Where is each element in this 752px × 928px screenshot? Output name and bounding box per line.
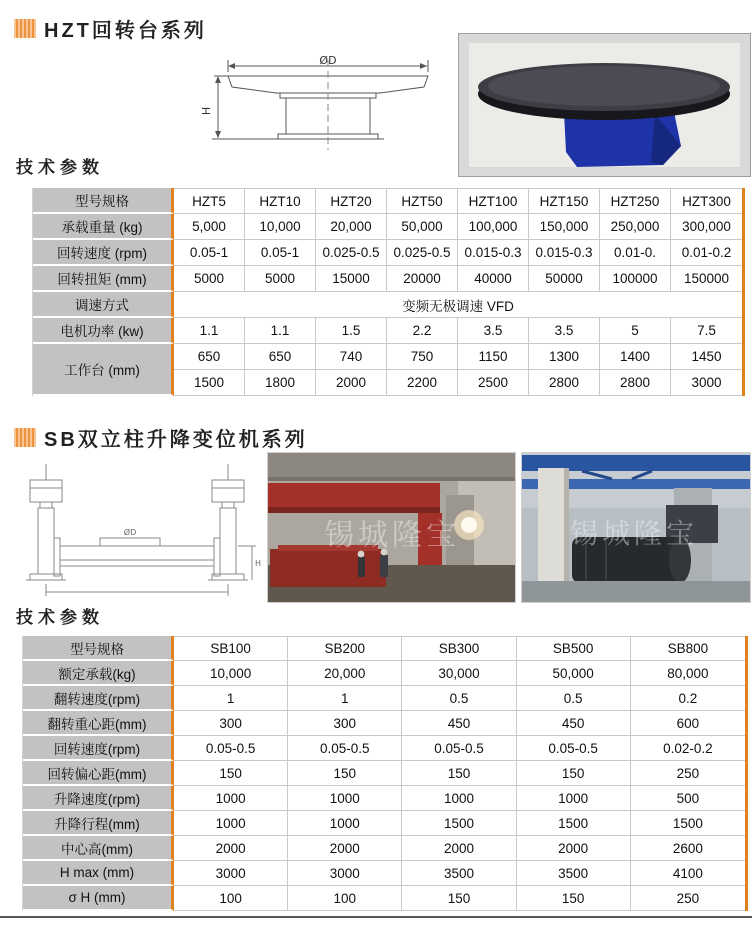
sb-dim-height-label: H — [254, 559, 262, 568]
row-label: 型号规格 — [23, 636, 174, 661]
table-cell: HZT150 — [529, 188, 600, 214]
table-cell: 50,000 — [387, 214, 458, 240]
table-cell: 250 — [631, 761, 745, 786]
section2-title: SB双立柱升降变位机系列 — [44, 429, 308, 451]
table-cell: 2800 — [600, 370, 671, 396]
table-cell: 30,000 — [402, 661, 516, 686]
table-cell: 1.5 — [316, 318, 387, 344]
table-row — [23, 711, 745, 736]
table-cell: 2500 — [458, 370, 529, 396]
table-cell: 0.05-1 — [245, 240, 316, 266]
hzt-product-photo — [458, 33, 751, 177]
table-cell: 80,000 — [631, 661, 745, 686]
row-label: σ H (mm) — [23, 886, 174, 911]
photo-watermark: 锡城隆宝 — [324, 518, 460, 553]
table-cell: 300 — [174, 711, 288, 736]
table-cell: 600 — [631, 711, 745, 736]
table-cell: 3000 — [288, 861, 402, 886]
table-cell: 0.015-0.3 — [529, 240, 600, 266]
dim-height-label: H — [200, 106, 213, 116]
table-cell: 10,000 — [174, 661, 288, 686]
table-cell: 500 — [631, 786, 745, 811]
table-cell: 10,000 — [245, 214, 316, 240]
section2-header — [14, 423, 308, 452]
table-cell: 1150 — [458, 344, 529, 370]
sb-dimension-diagram — [12, 452, 262, 600]
table-cell: 0.05-0.5 — [517, 736, 631, 761]
table-cell: 150,000 — [529, 214, 600, 240]
table-cell: 150 — [402, 761, 516, 786]
table-cell: 0.01-0.2 — [671, 240, 742, 266]
row-label: 承载重量 (kg) — [33, 214, 174, 240]
row-label: 型号规格 — [33, 188, 174, 214]
table-cell: 0.5 — [517, 686, 631, 711]
table-cell: SB200 — [288, 636, 402, 661]
table-cell: 150 — [402, 886, 516, 911]
table-cell: 2800 — [529, 370, 600, 396]
photo-watermark: 锡城隆宝 — [569, 517, 699, 550]
table-cell: HZT10 — [245, 188, 316, 214]
section1-params-heading: 技术参数 — [16, 158, 104, 177]
table-cell: 150 — [517, 761, 631, 786]
table-cell: 0.05-0.5 — [288, 736, 402, 761]
sb-dim-diameter-label: ØD — [123, 528, 137, 537]
table-cell: HZT50 — [387, 188, 458, 214]
table-cell: 100,000 — [458, 214, 529, 240]
table-cell: HZT250 — [600, 188, 671, 214]
table-cell: 1000 — [174, 786, 288, 811]
spec-table — [22, 636, 748, 911]
table-cell: HZT5 — [174, 188, 245, 214]
table-row — [33, 344, 742, 370]
table-cell: SB100 — [174, 636, 288, 661]
table-cell: 1500 — [174, 370, 245, 396]
table-cell: 450 — [402, 711, 516, 736]
red-beam — [268, 483, 440, 510]
table-cell: 0.025-0.5 — [387, 240, 458, 266]
row-label: 升降速度(rpm) — [23, 786, 174, 811]
table-cell: SB300 — [402, 636, 516, 661]
table-row — [33, 188, 742, 214]
table-cell: 650 — [245, 344, 316, 370]
row-label: 回转速度 (rpm) — [33, 240, 174, 266]
table-cell: 2000 — [288, 836, 402, 861]
table-cell: HZT20 — [316, 188, 387, 214]
table-cell: 150000 — [671, 266, 742, 292]
table-cell: 1450 — [671, 344, 742, 370]
table-cell: 1.1 — [174, 318, 245, 344]
sb-factory-photo-2 — [521, 452, 751, 603]
spec-table — [32, 188, 745, 396]
table-cell: 1 — [288, 686, 402, 711]
orange-stripes-icon — [14, 428, 36, 447]
table-cell: 1000 — [288, 786, 402, 811]
row-label: 回转扭矩 (mm) — [33, 266, 174, 292]
table-cell: 3000 — [671, 370, 742, 396]
table-cell: 450 — [517, 711, 631, 736]
table-cell: 2600 — [631, 836, 745, 861]
sb-spec-table — [22, 636, 748, 911]
table-cell: 1500 — [517, 811, 631, 836]
table-row — [23, 636, 745, 661]
section1-header — [14, 14, 207, 43]
table-cell: 250 — [631, 886, 745, 911]
table-cell: 1 — [174, 686, 288, 711]
table-cell: 0.01-0. — [600, 240, 671, 266]
row-label: 回转速度(rpm) — [23, 736, 174, 761]
row-label: 电机功率 (kw) — [33, 318, 174, 344]
table-cell: 0.05-0.5 — [402, 736, 516, 761]
row-label: 翻转速度(rpm) — [23, 686, 174, 711]
table-cell: 150 — [517, 886, 631, 911]
table-row — [23, 661, 745, 686]
table-cell: 100 — [288, 886, 402, 911]
table-cell: 3000 — [174, 861, 288, 886]
page-bottom-rule — [0, 916, 752, 918]
section1-title: HZT回转台系列 — [44, 20, 207, 42]
table-cell: SB500 — [517, 636, 631, 661]
table-cell: 2.2 — [387, 318, 458, 344]
table-cell: 5,000 — [174, 214, 245, 240]
table-row — [23, 736, 745, 761]
table-cell: 2000 — [402, 836, 516, 861]
table-cell: 0.05-0.5 — [174, 736, 288, 761]
table-row — [33, 214, 742, 240]
row-label: 升降行程(mm) — [23, 811, 174, 836]
table-cell: 1800 — [245, 370, 316, 396]
row-label: 回转偏心距(mm) — [23, 761, 174, 786]
hzt-spec-table — [32, 188, 745, 396]
row-label: 调速方式 — [33, 292, 174, 318]
table-cell: 1000 — [174, 811, 288, 836]
table-cell: 100 — [174, 886, 288, 911]
table-cell: 3.5 — [458, 318, 529, 344]
orange-stripes-icon — [14, 19, 36, 38]
table-cell: 15000 — [316, 266, 387, 292]
table-cell: 0.05-1 — [174, 240, 245, 266]
table-cell: 4100 — [631, 861, 745, 886]
table-cell: 变频无极调速 VFD — [174, 292, 742, 318]
row-label: 中心高(mm) — [23, 836, 174, 861]
table-cell: 2000 — [316, 370, 387, 396]
table-row — [23, 836, 745, 861]
section2-params-heading: 技术参数 — [16, 608, 104, 627]
table-cell: 5 — [600, 318, 671, 344]
table-cell: 750 — [387, 344, 458, 370]
table-cell: 7.5 — [671, 318, 742, 344]
table-row — [23, 861, 745, 886]
table-cell: 250,000 — [600, 214, 671, 240]
table-cell: 150 — [288, 761, 402, 786]
table-row — [23, 761, 745, 786]
table-cell: 40000 — [458, 266, 529, 292]
table-cell: 3500 — [517, 861, 631, 886]
table-row — [33, 266, 742, 292]
table-row — [23, 811, 745, 836]
table-cell: 1000 — [517, 786, 631, 811]
table-cell: 150 — [174, 761, 288, 786]
table-cell: HZT100 — [458, 188, 529, 214]
table-row — [33, 240, 742, 266]
table-row — [33, 292, 742, 318]
table-cell: 0.5 — [402, 686, 516, 711]
table-cell: 0.015-0.3 — [458, 240, 529, 266]
table-cell: 20,000 — [316, 214, 387, 240]
table-cell: 50000 — [529, 266, 600, 292]
table-cell: 5000 — [174, 266, 245, 292]
table-cell: 1400 — [600, 344, 671, 370]
row-label: 翻转重心距(mm) — [23, 711, 174, 736]
table-cell: 1500 — [631, 811, 745, 836]
row-label: 工作台 (mm) — [33, 344, 174, 396]
table-cell: 1.1 — [245, 318, 316, 344]
table-row — [23, 786, 745, 811]
hzt-dimension-diagram — [188, 56, 440, 155]
table-cell: 0.2 — [631, 686, 745, 711]
table-cell: 1000 — [402, 786, 516, 811]
table-cell: 3500 — [402, 861, 516, 886]
table-cell: 1000 — [288, 811, 402, 836]
table-cell: 20,000 — [288, 661, 402, 686]
table-cell: 0.02-0.2 — [631, 736, 745, 761]
row-label: H max (mm) — [23, 861, 174, 886]
table-cell: 3.5 — [529, 318, 600, 344]
table-cell: 300,000 — [671, 214, 742, 240]
table-cell: 300 — [288, 711, 402, 736]
table-cell: 2200 — [387, 370, 458, 396]
table-cell: HZT300 — [671, 188, 742, 214]
sb-factory-photo-1 — [267, 452, 516, 603]
table-row — [23, 686, 745, 711]
table-row — [23, 886, 745, 911]
table-cell: 650 — [174, 344, 245, 370]
table-cell: SB800 — [631, 636, 745, 661]
table-cell: 50,000 — [517, 661, 631, 686]
table-cell: 20000 — [387, 266, 458, 292]
table-cell: 0.025-0.5 — [316, 240, 387, 266]
table-cell: 1300 — [529, 344, 600, 370]
table-cell: 2000 — [174, 836, 288, 861]
table-cell: 5000 — [245, 266, 316, 292]
table-cell: 740 — [316, 344, 387, 370]
table-cell: 1500 — [402, 811, 516, 836]
table-cell: 100000 — [600, 266, 671, 292]
table-cell: 2000 — [517, 836, 631, 861]
row-label: 额定承载(kg) — [23, 661, 174, 686]
dim-diameter-label: ØD — [319, 56, 337, 67]
table-row — [33, 318, 742, 344]
